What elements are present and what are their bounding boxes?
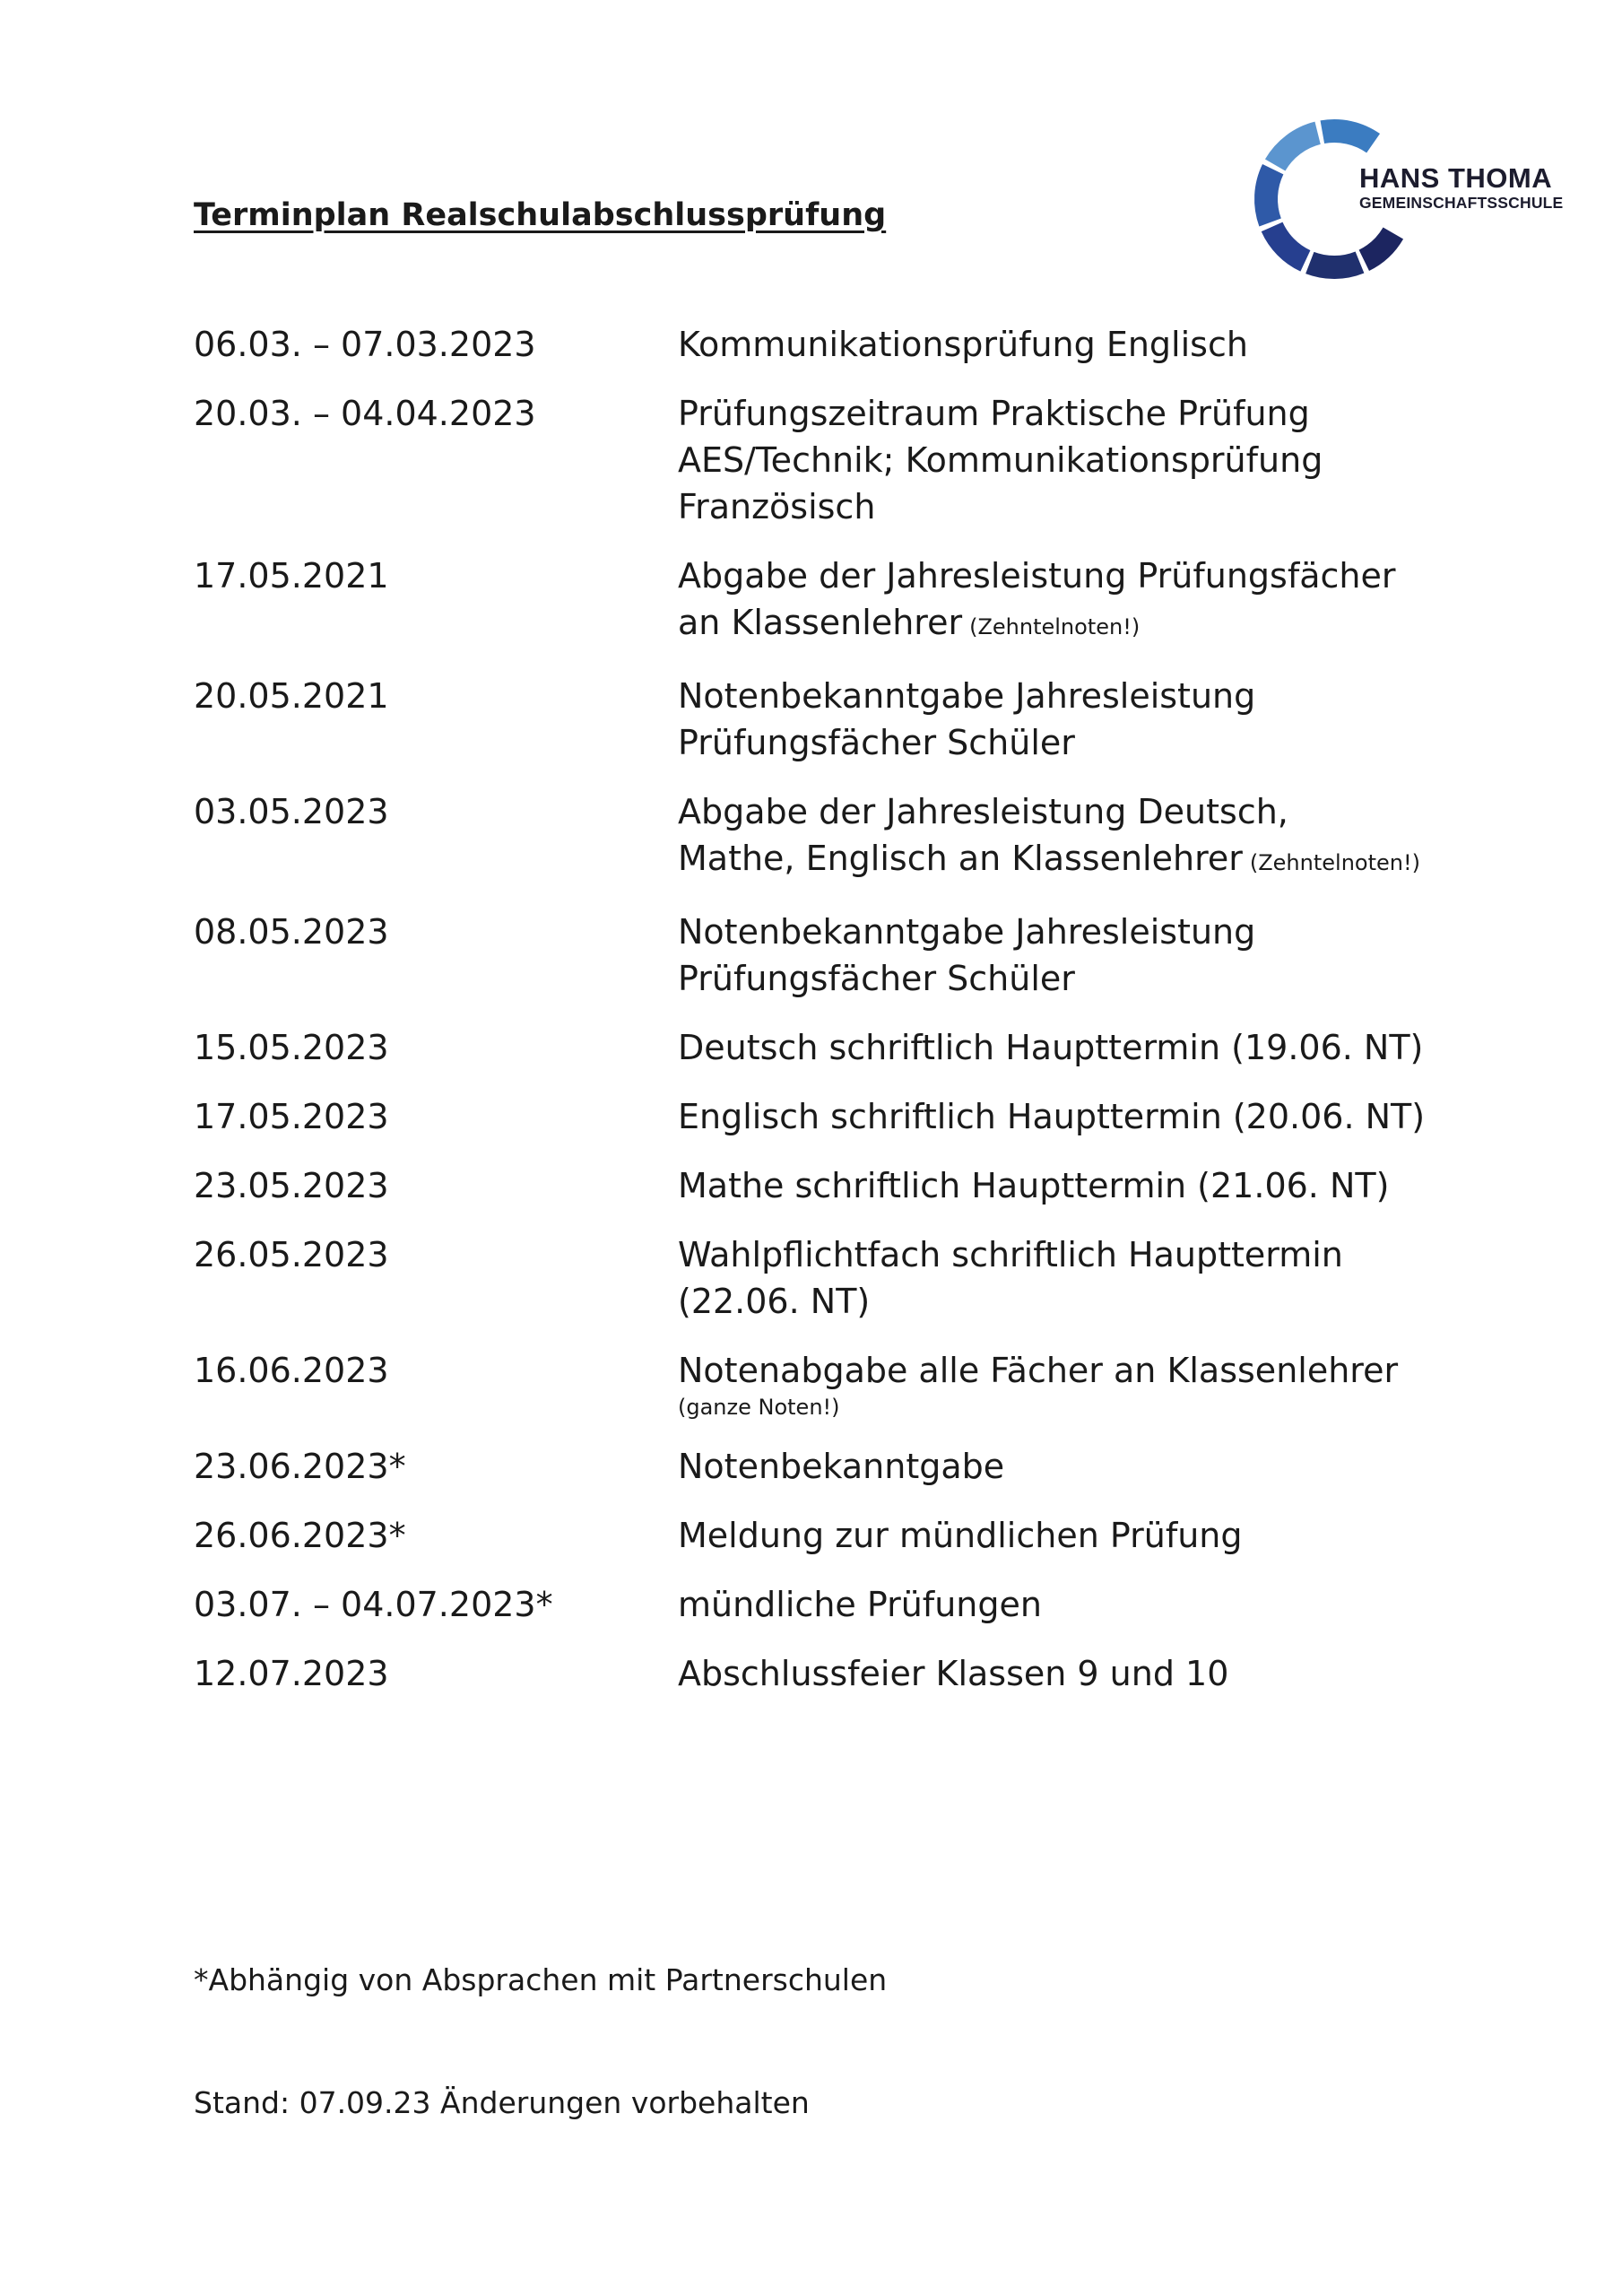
schedule-description bbox=[678, 788, 1467, 886]
description-line bbox=[678, 673, 1467, 719]
description-text: Prüfungszeitraum Praktische Prüfung bbox=[678, 394, 1310, 433]
grade-note: (Zehntelnoten!) bbox=[1249, 850, 1420, 875]
schedule-row bbox=[194, 909, 1467, 1002]
schedule-row bbox=[194, 321, 1467, 368]
schedule-date: 23.06.2023* bbox=[194, 1447, 406, 1486]
description-line bbox=[678, 1278, 1467, 1325]
description-line bbox=[678, 1581, 1467, 1628]
page-title: Terminplan Realschulabschlussprüfung bbox=[194, 197, 887, 233]
description-text: Abgabe der Jahresleistung Deutsch, bbox=[678, 792, 1288, 831]
description-line bbox=[678, 552, 1467, 599]
schedule-row bbox=[194, 1024, 1467, 1071]
schedule-date: 26.05.2023 bbox=[194, 1235, 389, 1274]
description-text: AES/Technik; Kommunikationsprüfung bbox=[678, 440, 1323, 480]
description-text: Mathe schriftlich Haupttermin (21.06. NT) bbox=[678, 1166, 1390, 1205]
schedule-description bbox=[678, 1581, 1467, 1628]
schedule-date: 17.05.2021 bbox=[194, 556, 389, 596]
schedule-row bbox=[194, 1347, 1467, 1421]
schedule-row bbox=[194, 1512, 1467, 1559]
schedule-description bbox=[678, 673, 1467, 766]
schedule-row bbox=[194, 552, 1467, 650]
description-text: Prüfungsfächer Schüler bbox=[678, 959, 1075, 998]
description-line bbox=[678, 955, 1467, 1002]
logo-ring-segment bbox=[1272, 227, 1305, 261]
schedule-description bbox=[678, 1347, 1467, 1421]
schedule-date: 12.07.2023 bbox=[194, 1654, 389, 1693]
description-line bbox=[678, 1162, 1467, 1209]
schedule-date: 16.06.2023 bbox=[194, 1351, 389, 1390]
description-line bbox=[678, 599, 1467, 650]
schedule-date: 20.05.2021 bbox=[194, 676, 389, 716]
schedule-row bbox=[194, 390, 1467, 530]
schedule-table bbox=[194, 321, 1467, 1719]
description-line bbox=[678, 909, 1467, 955]
description-text: Meldung zur mündlichen Prüfung bbox=[678, 1516, 1243, 1555]
description-text: Notenbekanntgabe bbox=[678, 1447, 1005, 1486]
footnote: *Abhängig von Absprachen mit Partnerschulen bbox=[194, 1962, 888, 1997]
grade-note: (ganze Noten!) bbox=[678, 1395, 840, 1420]
logo-subtitle: GEMEINSCHAFTSSCHULE bbox=[1359, 194, 1564, 212]
school-logo bbox=[1245, 106, 1564, 290]
schedule-row bbox=[194, 788, 1467, 886]
schedule-description bbox=[678, 1093, 1467, 1140]
description-text: Prüfungsfächer Schüler bbox=[678, 723, 1075, 762]
logo-name: HANS THOMA bbox=[1359, 162, 1553, 194]
description-line bbox=[678, 321, 1467, 368]
logo-ring-segment bbox=[1310, 263, 1360, 268]
description-text: an Klassenlehrer bbox=[678, 603, 963, 642]
schedule-row bbox=[194, 673, 1467, 766]
grade-note: (Zehntelnoten!) bbox=[969, 614, 1141, 639]
logo-ring-segment bbox=[1364, 233, 1393, 260]
description-text: Deutsch schriftlich Haupttermin (19.06. NT) bbox=[678, 1028, 1424, 1067]
schedule-date: 03.07. – 04.07.2023* bbox=[194, 1585, 553, 1624]
schedule-date: 06.03. – 07.03.2023 bbox=[194, 325, 536, 364]
description-line bbox=[678, 1512, 1467, 1559]
schedule-date: 15.05.2023 bbox=[194, 1028, 389, 1067]
schedule-row bbox=[194, 1443, 1467, 1490]
description-text: Abgabe der Jahresleistung Prüfungsfächer bbox=[678, 556, 1396, 596]
description-text: Kommunikationsprüfung Englisch bbox=[678, 325, 1248, 364]
logo-ring-segment bbox=[1275, 133, 1317, 165]
description-line bbox=[678, 483, 1467, 530]
schedule-row bbox=[194, 1231, 1467, 1325]
description-text: Englisch schriftlich Haupttermin (20.06. NT) bbox=[678, 1097, 1426, 1136]
description-line bbox=[678, 788, 1467, 835]
schedule-description bbox=[678, 1512, 1467, 1559]
description-line bbox=[678, 437, 1467, 483]
schedule-description bbox=[678, 390, 1467, 530]
schedule-row bbox=[194, 1162, 1467, 1209]
schedule-description bbox=[678, 321, 1467, 368]
description-text: mündliche Prüfungen bbox=[678, 1585, 1042, 1624]
description-text: Notenbekanntgabe Jahresleistung bbox=[678, 676, 1256, 716]
schedule-description bbox=[678, 1650, 1467, 1697]
description-line bbox=[678, 1093, 1467, 1140]
description-text: Notenbekanntgabe Jahresleistung bbox=[678, 912, 1256, 952]
schedule-row bbox=[194, 1650, 1467, 1697]
schedule-date: 23.05.2023 bbox=[194, 1166, 389, 1205]
schedule-date: 20.03. – 04.04.2023 bbox=[194, 394, 536, 433]
stand-note: Stand: 07.09.23 Änderungen vorbehalten bbox=[194, 2085, 810, 2120]
description-line bbox=[678, 1347, 1467, 1394]
schedule-date: 26.06.2023* bbox=[194, 1516, 406, 1555]
description-line bbox=[678, 719, 1467, 766]
logo-ring-segment bbox=[1323, 131, 1374, 144]
schedule-description bbox=[678, 1443, 1467, 1490]
schedule-description bbox=[678, 552, 1467, 650]
schedule-date: 17.05.2023 bbox=[194, 1097, 389, 1136]
description-text: Mathe, Englisch an Klassenlehrer bbox=[678, 839, 1243, 878]
description-line bbox=[678, 1650, 1467, 1697]
schedule-row bbox=[194, 1093, 1467, 1140]
schedule-row bbox=[194, 1581, 1467, 1628]
schedule-description bbox=[678, 1231, 1467, 1325]
logo-ring-segment bbox=[1266, 170, 1273, 222]
description-text: Wahlpflichtfach schriftlich Haupttermin bbox=[678, 1235, 1343, 1274]
schedule-description bbox=[678, 909, 1467, 1002]
description-line bbox=[678, 1024, 1467, 1071]
description-text: Abschlussfeier Klassen 9 und 10 bbox=[678, 1654, 1229, 1693]
description-text: (22.06. NT) bbox=[678, 1282, 871, 1321]
description-text: Französisch bbox=[678, 487, 876, 526]
schedule-date: 03.05.2023 bbox=[194, 792, 389, 831]
description-line bbox=[678, 390, 1467, 437]
schedule-date: 08.05.2023 bbox=[194, 912, 389, 952]
description-line bbox=[678, 1231, 1467, 1278]
description-line bbox=[678, 835, 1467, 886]
description-text: Notenabgabe alle Fächer an Klassenlehrer bbox=[678, 1351, 1399, 1390]
schedule-description bbox=[678, 1162, 1467, 1209]
description-line bbox=[678, 1443, 1467, 1490]
schedule-description bbox=[678, 1024, 1467, 1071]
